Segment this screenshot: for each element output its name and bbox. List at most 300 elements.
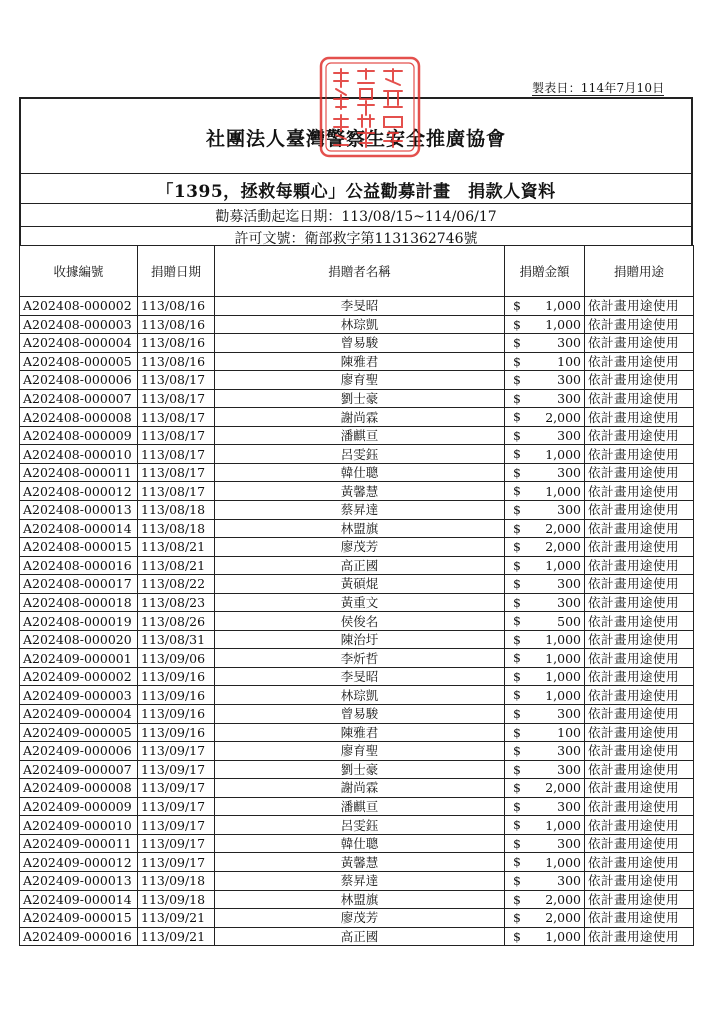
donation-date-cell: 113/08/23 [138,593,215,612]
donor-name-cell: 陳治圩 [215,630,505,649]
currency-symbol: $ [513,576,521,592]
table-row [20,445,694,464]
donation-amount-cell [505,834,585,853]
receipt-no-cell: A202408-000012 [20,482,138,501]
donation-amount-cell [505,853,585,872]
receipt-no-cell: A202408-000007 [20,389,138,408]
table-row [20,890,694,909]
donor-name-cell: 侯俊名 [215,612,505,631]
receipt-no-cell: A202409-000003 [20,686,138,705]
donor-name-cell: 黃馨慧 [215,853,505,872]
receipt-no-cell: A202409-000015 [20,909,138,928]
donor-name-cell: 高正國 [215,556,505,575]
currency-symbol: $ [513,539,521,555]
amount-value: 300 [557,576,581,592]
plan-title: 「1395，拯救每顆心」公益勸募計畫 捐款人資料 [156,182,556,202]
currency-symbol: $ [513,780,521,796]
donation-purpose-cell: 依計畫用途使用 [585,797,694,816]
amount-value: 300 [557,372,581,388]
receipt-no-cell: A202408-000010 [20,445,138,464]
donation-amount-cell [505,371,585,390]
amount-value: 2,000 [545,409,581,425]
currency-symbol: $ [513,372,521,388]
donation-amount-cell [505,890,585,909]
currency-symbol: $ [513,316,521,332]
amount-value: 2,000 [545,539,581,555]
currency-symbol: $ [513,668,521,684]
donor-name-cell: 呂雯鈺 [215,816,505,835]
donation-date-cell: 113/09/16 [138,667,215,686]
donation-purpose-cell: 依計畫用途使用 [585,593,694,612]
donation-date-cell: 113/08/16 [138,352,215,371]
donation-amount-cell [505,297,585,316]
donation-purpose-cell: 依計畫用途使用 [585,445,694,464]
donation-amount-cell [505,463,585,482]
currency-symbol: $ [513,761,521,777]
currency-symbol: $ [513,483,521,499]
receipt-no-cell: A202409-000012 [20,853,138,872]
donation-amount-cell [505,797,585,816]
amount-value: 2,000 [545,520,581,536]
currency-symbol: $ [513,594,521,610]
donor-name-cell: 潘麒亘 [215,426,505,445]
donation-date-cell: 113/09/06 [138,649,215,668]
receipt-no-cell: A202408-000017 [20,575,138,594]
currency-symbol: $ [513,464,521,480]
donor-name-cell: 韓仕聰 [215,834,505,853]
amount-value: 1,000 [545,316,581,332]
receipt-no-cell: A202408-000002 [20,297,138,316]
donation-purpose-cell: 依計畫用途使用 [585,501,694,520]
currency-symbol: $ [513,910,521,926]
donation-purpose-cell: 依計畫用途使用 [585,575,694,594]
col-donation-amount: 捐贈金額 [505,246,585,297]
table-row [20,352,694,371]
table-row [20,871,694,890]
donation-amount-cell [505,315,585,334]
divider [21,203,691,204]
amount-value: 300 [557,335,581,351]
donation-date-cell: 113/09/17 [138,742,215,761]
currency-symbol: $ [513,613,521,629]
table-row [20,909,694,928]
donation-purpose-cell: 依計畫用途使用 [585,705,694,724]
table-row [20,723,694,742]
donation-date-cell: 113/09/21 [138,927,215,946]
amount-value: 1,000 [545,928,581,944]
donor-name-cell: 潘麒亘 [215,797,505,816]
currency-symbol: $ [513,854,521,870]
currency-symbol: $ [513,409,521,425]
donation-date-cell: 113/08/17 [138,463,215,482]
donation-amount-cell [505,667,585,686]
table-row [20,501,694,520]
currency-symbol: $ [513,390,521,406]
donation-amount-cell [505,742,585,761]
donation-amount-cell [505,816,585,835]
donor-name-cell: 廖育聖 [215,742,505,761]
col-donation-purpose: 捐贈用途 [585,246,694,297]
table-row [20,315,694,334]
receipt-no-cell: A202408-000003 [20,315,138,334]
receipt-no-cell: A202408-000008 [20,408,138,427]
donation-purpose-cell: 依計畫用途使用 [585,408,694,427]
amount-value: 300 [557,799,581,815]
receipt-no-cell: A202408-000011 [20,463,138,482]
amount-value: 2,000 [545,891,581,907]
table-header-row [20,246,694,297]
amount-value: 1,000 [545,483,581,499]
donor-name-cell: 李炘哲 [215,649,505,668]
amount-value: 100 [557,724,581,740]
receipt-no-cell: A202409-000016 [20,927,138,946]
currency-symbol: $ [513,798,521,814]
donor-name-cell: 曾易駿 [215,705,505,724]
donor-name-cell: 陳雅君 [215,723,505,742]
currency-symbol: $ [513,835,521,851]
donation-date-cell: 113/09/16 [138,705,215,724]
donation-date-cell: 113/08/17 [138,426,215,445]
donation-date-cell: 113/08/18 [138,519,215,538]
donation-purpose-cell: 依計畫用途使用 [585,297,694,316]
donor-name-cell: 黃碩焜 [215,575,505,594]
receipt-no-cell: A202408-000015 [20,538,138,557]
donor-table [19,245,694,946]
currency-symbol: $ [513,502,521,518]
table-row [20,779,694,798]
col-donor-name: 捐贈者名稱 [215,246,505,297]
amount-value: 1,000 [545,669,581,685]
donation-amount-cell [505,760,585,779]
table-row [20,742,694,761]
table-row [20,834,694,853]
donation-amount-cell [505,389,585,408]
table-row [20,612,694,631]
currency-symbol: $ [513,724,521,740]
table-row [20,482,694,501]
donor-name-cell: 林琮凱 [215,315,505,334]
amount-value: 1,000 [545,632,581,648]
table-row [20,927,694,946]
donor-name-cell: 李旻昭 [215,297,505,316]
donation-amount-cell [505,593,585,612]
currency-symbol: $ [513,446,521,462]
donation-date-cell: 113/08/18 [138,501,215,520]
donor-name-cell: 蔡昇達 [215,501,505,520]
donor-name-cell: 林琮凱 [215,686,505,705]
donation-purpose-cell: 依計畫用途使用 [585,463,694,482]
donation-date-cell: 113/09/16 [138,686,215,705]
table-row [20,853,694,872]
donor-name-cell: 黃重文 [215,593,505,612]
donor-name-cell: 林盟旗 [215,519,505,538]
donor-name-cell: 廖育聖 [215,371,505,390]
receipt-no-cell: A202408-000006 [20,371,138,390]
amount-value: 300 [557,836,581,852]
donor-name-cell: 謝尚霖 [215,779,505,798]
donation-amount-cell [505,705,585,724]
donation-amount-cell [505,426,585,445]
donation-purpose-cell: 依計畫用途使用 [585,871,694,890]
donor-name-cell: 劉士豪 [215,760,505,779]
donation-purpose-cell: 依計畫用途使用 [585,667,694,686]
donation-purpose-cell: 依計畫用途使用 [585,482,694,501]
donation-purpose-cell: 依計畫用途使用 [585,389,694,408]
currency-symbol: $ [513,687,521,703]
donation-amount-cell [505,501,585,520]
amount-value: 300 [557,761,581,777]
donor-name-cell: 蔡昇達 [215,871,505,890]
donation-date-cell: 113/09/18 [138,890,215,909]
donor-name-cell: 李旻昭 [215,667,505,686]
amount-value: 300 [557,595,581,611]
donor-name-cell: 高正國 [215,927,505,946]
donor-name-cell: 陳雅君 [215,352,505,371]
donation-purpose-cell: 依計畫用途使用 [585,834,694,853]
amount-value: 100 [557,353,581,369]
donation-date-cell: 113/09/17 [138,816,215,835]
donation-amount-cell [505,871,585,890]
donation-amount-cell [505,408,585,427]
donation-date-cell: 113/08/26 [138,612,215,631]
donation-purpose-cell: 依計畫用途使用 [585,556,694,575]
donation-date-cell: 113/08/21 [138,538,215,557]
organization-seal-stamp [318,55,422,159]
receipt-no-cell: A202409-000007 [20,760,138,779]
amount-value: 300 [557,873,581,889]
donation-date-cell: 113/08/22 [138,575,215,594]
receipt-no-cell: A202409-000009 [20,797,138,816]
receipt-no-cell: A202409-000011 [20,834,138,853]
donor-name-cell: 林盟旗 [215,890,505,909]
currency-symbol: $ [513,928,521,944]
donation-purpose-cell: 依計畫用途使用 [585,927,694,946]
donor-name-cell: 廖茂芳 [215,538,505,557]
donation-date-cell: 113/08/31 [138,630,215,649]
donation-amount-cell [505,538,585,557]
table-row [20,816,694,835]
amount-value: 1,000 [545,298,581,314]
donation-date-cell: 113/08/17 [138,371,215,390]
org-name: 社團法人臺灣警察生安全推廣協會 [205,128,506,150]
made-date-text: 製表日：114年7月10日 [532,81,665,95]
receipt-no-cell: A202409-000010 [20,816,138,835]
table-row [20,389,694,408]
currency-symbol: $ [513,872,521,888]
receipt-no-cell: A202408-000005 [20,352,138,371]
receipt-no-cell: A202408-000018 [20,593,138,612]
donation-amount-cell [505,909,585,928]
currency-symbol: $ [513,891,521,907]
donation-date-cell: 113/08/16 [138,334,215,353]
donation-date-cell: 113/09/17 [138,797,215,816]
amount-value: 300 [557,391,581,406]
amount-value: 1,000 [545,817,581,833]
table-row [20,760,694,779]
permit-number: 許可文號：衛部救字第1131362746號 [234,231,478,247]
amount-value: 1,000 [545,557,581,573]
currency-symbol: $ [513,557,521,573]
donation-amount-cell [505,723,585,742]
amount-value: 1,000 [545,687,581,703]
table-row [20,463,694,482]
receipt-no-cell: A202408-000020 [20,630,138,649]
currency-symbol: $ [513,631,521,647]
currency-symbol: $ [513,743,521,759]
receipt-no-cell: A202408-000004 [20,334,138,353]
donation-date-cell: 113/08/16 [138,315,215,334]
donation-date-cell: 113/09/17 [138,760,215,779]
col-donation-date: 捐贈日期 [138,246,215,297]
donation-amount-cell [505,649,585,668]
donation-purpose-cell: 依計畫用途使用 [585,519,694,538]
donation-purpose-cell: 依計畫用途使用 [585,612,694,631]
currency-symbol: $ [513,335,521,351]
donation-date-cell: 113/09/16 [138,723,215,742]
donation-purpose-cell: 依計畫用途使用 [585,686,694,705]
donation-amount-cell [505,334,585,353]
table-row [20,797,694,816]
donation-date-cell: 113/09/18 [138,871,215,890]
campaign-period: 勸募活動起迄日期：113/08/15~114/06/17 [215,209,497,225]
donation-purpose-cell: 依計畫用途使用 [585,315,694,334]
receipt-no-cell: A202409-000014 [20,890,138,909]
donor-name-cell: 廖茂芳 [215,909,505,928]
donation-purpose-cell: 依計畫用途使用 [585,853,694,872]
currency-symbol: $ [513,298,521,313]
donation-amount-cell [505,612,585,631]
table-row [20,371,694,390]
donation-purpose-cell: 依計畫用途使用 [585,334,694,353]
donation-amount-cell [505,445,585,464]
amount-value: 1,000 [545,650,581,666]
donation-purpose-cell: 依計畫用途使用 [585,371,694,390]
donation-date-cell: 113/09/21 [138,909,215,928]
donor-name-cell: 黃馨慧 [215,482,505,501]
receipt-no-cell: A202409-000013 [20,871,138,890]
currency-symbol: $ [513,706,521,722]
amount-value: 300 [557,743,581,759]
donation-purpose-cell: 依計畫用途使用 [585,890,694,909]
table-row [20,408,694,427]
donor-name-cell: 曾易駿 [215,334,505,353]
currency-symbol: $ [513,817,521,833]
donor-name-cell: 韓仕聰 [215,463,505,482]
amount-value: 2,000 [545,780,581,796]
donation-amount-cell [505,482,585,501]
amount-value: 300 [557,502,581,518]
table-row [20,426,694,445]
donation-date-cell: 113/08/17 [138,445,215,464]
table-row [20,297,694,316]
donor-name-cell: 劉士豪 [215,389,505,408]
currency-symbol: $ [513,520,521,536]
amount-value: 300 [557,465,581,481]
donation-purpose-cell: 依計畫用途使用 [585,909,694,928]
currency-symbol: $ [513,427,521,443]
donation-amount-cell [505,686,585,705]
amount-value: 1,000 [545,446,581,462]
donation-purpose-cell: 依計畫用途使用 [585,649,694,668]
donation-date-cell: 113/08/16 [138,297,215,316]
receipt-no-cell: A202408-000019 [20,612,138,631]
donation-amount-cell [505,556,585,575]
divider [21,173,691,174]
donation-purpose-cell: 依計畫用途使用 [585,723,694,742]
donation-amount-cell [505,630,585,649]
donation-amount-cell [505,575,585,594]
donation-amount-cell [505,779,585,798]
table-row [20,556,694,575]
donation-date-cell: 113/08/17 [138,482,215,501]
receipt-no-cell: A202408-000013 [20,501,138,520]
receipt-no-cell: A202409-000001 [20,649,138,668]
table-row [20,334,694,353]
donor-name-cell: 謝尚霖 [215,408,505,427]
amount-value: 500 [557,613,581,629]
donation-purpose-cell: 依計畫用途使用 [585,779,694,798]
donor-name-cell: 呂雯鈺 [215,445,505,464]
donation-date-cell: 113/08/17 [138,389,215,408]
donation-amount-cell [505,352,585,371]
amount-value: 300 [557,706,581,722]
currency-symbol: $ [513,353,521,369]
donation-date-cell: 113/08/21 [138,556,215,575]
donation-date-cell: 113/09/17 [138,779,215,798]
currency-symbol: $ [513,650,521,666]
donation-purpose-cell: 依計畫用途使用 [585,426,694,445]
donation-purpose-cell: 依計畫用途使用 [585,760,694,779]
table-row [20,593,694,612]
donation-date-cell: 113/08/17 [138,408,215,427]
donation-purpose-cell: 依計畫用途使用 [585,816,694,835]
receipt-no-cell: A202409-000005 [20,723,138,742]
donation-purpose-cell: 依計畫用途使用 [585,538,694,557]
donation-date-cell: 113/09/17 [138,834,215,853]
table-row [20,686,694,705]
col-receipt-no: 收據編號 [20,246,138,297]
amount-value: 300 [557,428,581,444]
table-row [20,538,694,557]
table-row [20,630,694,649]
amount-value: 1,000 [545,854,581,870]
receipt-no-cell: A202408-000016 [20,556,138,575]
receipt-no-cell: A202408-000014 [20,519,138,538]
receipt-no-cell: A202409-000008 [20,779,138,798]
receipt-no-cell: A202409-000004 [20,705,138,724]
donor-rows [20,297,694,946]
table-row [20,575,694,594]
receipt-no-cell: A202409-000006 [20,742,138,761]
receipt-no-cell: A202408-000009 [20,426,138,445]
table-row [20,649,694,668]
donation-amount-cell [505,927,585,946]
receipt-no-cell: A202409-000002 [20,667,138,686]
donation-date-cell: 113/09/17 [138,853,215,872]
donation-purpose-cell: 依計畫用途使用 [585,630,694,649]
table-row [20,519,694,538]
donation-purpose-cell: 依計畫用途使用 [585,742,694,761]
made-date-underline [532,95,664,96]
amount-value: 2,000 [545,910,581,926]
donation-amount-cell [505,519,585,538]
donation-purpose-cell: 依計畫用途使用 [585,352,694,371]
table-row [20,705,694,724]
table-row [20,667,694,686]
made-date [532,79,664,96]
divider [21,226,691,227]
seal-icon [321,58,419,156]
